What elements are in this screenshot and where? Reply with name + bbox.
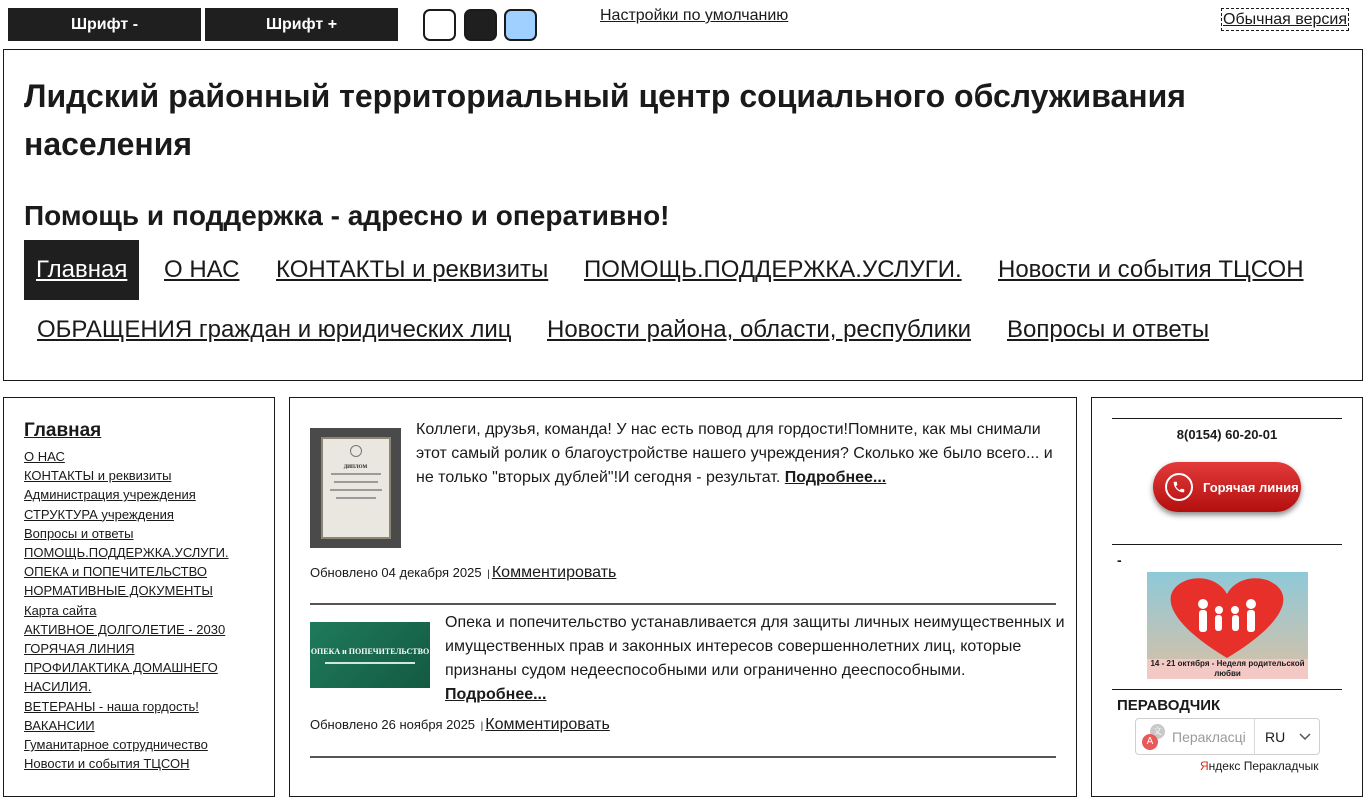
left-menu-item[interactable]: ГОРЯЧАЯ ЛИНИЯ bbox=[24, 641, 135, 657]
nav-appeals[interactable]: ОБРАЩЕНИЯ граждан и юридических лиц bbox=[37, 316, 512, 343]
translate-widget bbox=[1135, 718, 1320, 755]
nav-faq[interactable]: Вопросы и ответы bbox=[1007, 316, 1210, 343]
language-value: RU bbox=[1265, 728, 1286, 745]
translate-label: Перакласці bbox=[1172, 728, 1246, 745]
post-updated: Обновлено 04 декабря 2025 bbox=[310, 565, 482, 580]
guardianship-thumbnail[interactable] bbox=[310, 622, 430, 688]
left-sidebar bbox=[3, 397, 275, 797]
nav-contacts[interactable]: КОНТАКТЫ и реквизиты bbox=[276, 256, 549, 283]
text-line-decoration bbox=[334, 481, 378, 483]
parental-love-banner[interactable] bbox=[1147, 572, 1308, 679]
yandex-translator-link[interactable] bbox=[1200, 759, 1319, 773]
left-menu-item[interactable]: Вопросы и ответы bbox=[24, 525, 134, 541]
read-more-link[interactable]: Подробнее... bbox=[445, 686, 547, 703]
translator-label: ПЕРАВОДЧИК bbox=[1117, 697, 1221, 714]
post-text bbox=[416, 418, 1061, 490]
text-line-decoration bbox=[330, 489, 382, 491]
diploma-caption: ДИПЛОМ bbox=[343, 465, 368, 470]
post-updated: Обновлено 26 ноября 2025 bbox=[310, 717, 476, 732]
guardianship-caption: ОПЕКА и ПОПЕЧИТЕЛЬСТВО bbox=[310, 646, 430, 656]
banner-title: - bbox=[1117, 552, 1122, 568]
banner-caption: 14 - 21 октября - Неделя родительской любви bbox=[1147, 659, 1308, 679]
left-menu-item[interactable]: ВЕТЕРАНЫ - наша гордость! bbox=[24, 698, 199, 714]
emblem-icon bbox=[350, 445, 362, 457]
color-scheme-black-button[interactable] bbox=[464, 9, 497, 41]
left-menu-item[interactable]: О НАС bbox=[24, 449, 65, 464]
left-menu-item[interactable]: НОРМАТИВНЫЕ ДОКУМЕНТЫ bbox=[24, 583, 213, 599]
left-menu-item[interactable]: СТРУКТУРА учреждения bbox=[24, 506, 174, 522]
font-increase-button[interactable]: Шрифт + bbox=[205, 8, 398, 41]
right-sidebar bbox=[1091, 397, 1363, 797]
left-menu-item[interactable]: ВАКАНСИИ bbox=[24, 717, 95, 733]
left-menu-item[interactable]: ПРОФИЛАКТИКА ДОМАШНЕГО НАСИЛИЯ. bbox=[24, 660, 218, 695]
post-text bbox=[445, 611, 1065, 707]
chevron-down-icon bbox=[1299, 733, 1311, 741]
left-menu-title[interactable]: Главная bbox=[24, 420, 102, 441]
left-menu-item[interactable]: КОНТАКТЫ и реквизиты bbox=[24, 468, 172, 484]
color-scheme-blue-button[interactable] bbox=[504, 9, 537, 41]
site-title: Лидский районный территориальный центр социального обслуживания населения bbox=[24, 78, 1186, 162]
font-decrease-button[interactable]: Шрифт - bbox=[8, 8, 201, 41]
post-meta bbox=[310, 716, 610, 734]
left-menu-item[interactable]: Гуманитарное сотрудничество bbox=[24, 737, 208, 753]
main-content bbox=[289, 397, 1077, 797]
left-menu-item[interactable]: Администрация учреждения bbox=[24, 487, 196, 503]
post-divider bbox=[310, 603, 1056, 605]
accessibility-toolbar bbox=[0, 0, 1366, 46]
read-more-link[interactable]: Подробнее... bbox=[784, 469, 887, 486]
post-meta bbox=[310, 564, 616, 582]
diploma-thumbnail[interactable] bbox=[310, 428, 401, 548]
translate-button[interactable] bbox=[1136, 719, 1255, 754]
divider bbox=[1112, 418, 1342, 419]
left-menu-item[interactable]: ПОМОЩЬ.ПОДДЕРЖКА.УСЛУГИ. bbox=[24, 545, 229, 561]
yandex-letter: Я bbox=[1200, 759, 1209, 773]
nav-region-news[interactable]: Новости района, области, республики bbox=[547, 316, 972, 343]
left-menu-item[interactable]: АКТИВНОЕ ДОЛГОЛЕТИЕ - 2030 bbox=[24, 621, 226, 637]
normal-version-link[interactable]: Обычная версия bbox=[1221, 8, 1349, 31]
post-divider bbox=[310, 756, 1056, 758]
hotline-label: Горячая линия bbox=[1203, 479, 1299, 495]
left-menu bbox=[24, 447, 264, 773]
nav-about[interactable]: О НАС bbox=[164, 256, 240, 283]
post-body: Коллеги, друзья, команда! У нас есть повод для гордости!Помните, как мы снимали этот самый ролик о благоустройстве нашего учреждения? Сколько же было всего... и не только "вторых дублей"!И сегодня - результат. bbox=[416, 421, 1053, 486]
text-line-decoration bbox=[336, 497, 376, 499]
hotline-button[interactable] bbox=[1153, 462, 1301, 512]
meta-separator: | bbox=[487, 569, 490, 580]
default-settings-link[interactable]: Настройки по умолчанию bbox=[600, 7, 789, 24]
text-line-decoration bbox=[325, 662, 415, 664]
nav-services[interactable]: ПОМОЩЬ.ПОДДЕРЖКА.УСЛУГИ. bbox=[584, 256, 962, 283]
nav-home[interactable]: Главная bbox=[24, 240, 139, 300]
post-body: Опека и попечительство устанавливается для защиты личных неимущественных и имущественных прав и законных интересов совершеннолетних лиц, которые признаны судом недееспособными или ограниченно дееспособными. bbox=[445, 614, 1065, 679]
divider bbox=[1112, 544, 1342, 545]
phone-icon bbox=[1165, 473, 1193, 501]
nav-news[interactable]: Новости и события ТЦСОН bbox=[998, 256, 1304, 283]
comment-link[interactable]: Комментировать bbox=[491, 564, 617, 581]
language-select[interactable] bbox=[1255, 719, 1319, 754]
color-scheme-white-button[interactable] bbox=[423, 9, 456, 41]
divider bbox=[1112, 689, 1342, 690]
hotline-phone: 8(0154) 60-20-01 bbox=[1176, 427, 1278, 442]
diploma-paper bbox=[321, 437, 391, 539]
heart-family-icon bbox=[1147, 572, 1308, 662]
yandex-text: ндекс Перакладчык bbox=[1208, 759, 1319, 773]
left-menu-item[interactable]: Карта сайта bbox=[24, 602, 97, 618]
left-menu-item[interactable]: Новости и события ТЦСОН bbox=[24, 756, 190, 772]
site-header bbox=[3, 49, 1363, 381]
left-menu-item[interactable]: ОПЕКА и ПОПЕЧИТЕЛЬСТВО bbox=[24, 564, 207, 580]
meta-separator: | bbox=[480, 721, 484, 732]
translate-icon: 文 A bbox=[1142, 724, 1166, 750]
site-tagline: Помощь и поддержка - адресно и оперативно! bbox=[24, 200, 670, 231]
comment-link[interactable]: Комментировать bbox=[485, 716, 610, 733]
text-line-decoration bbox=[331, 473, 381, 475]
